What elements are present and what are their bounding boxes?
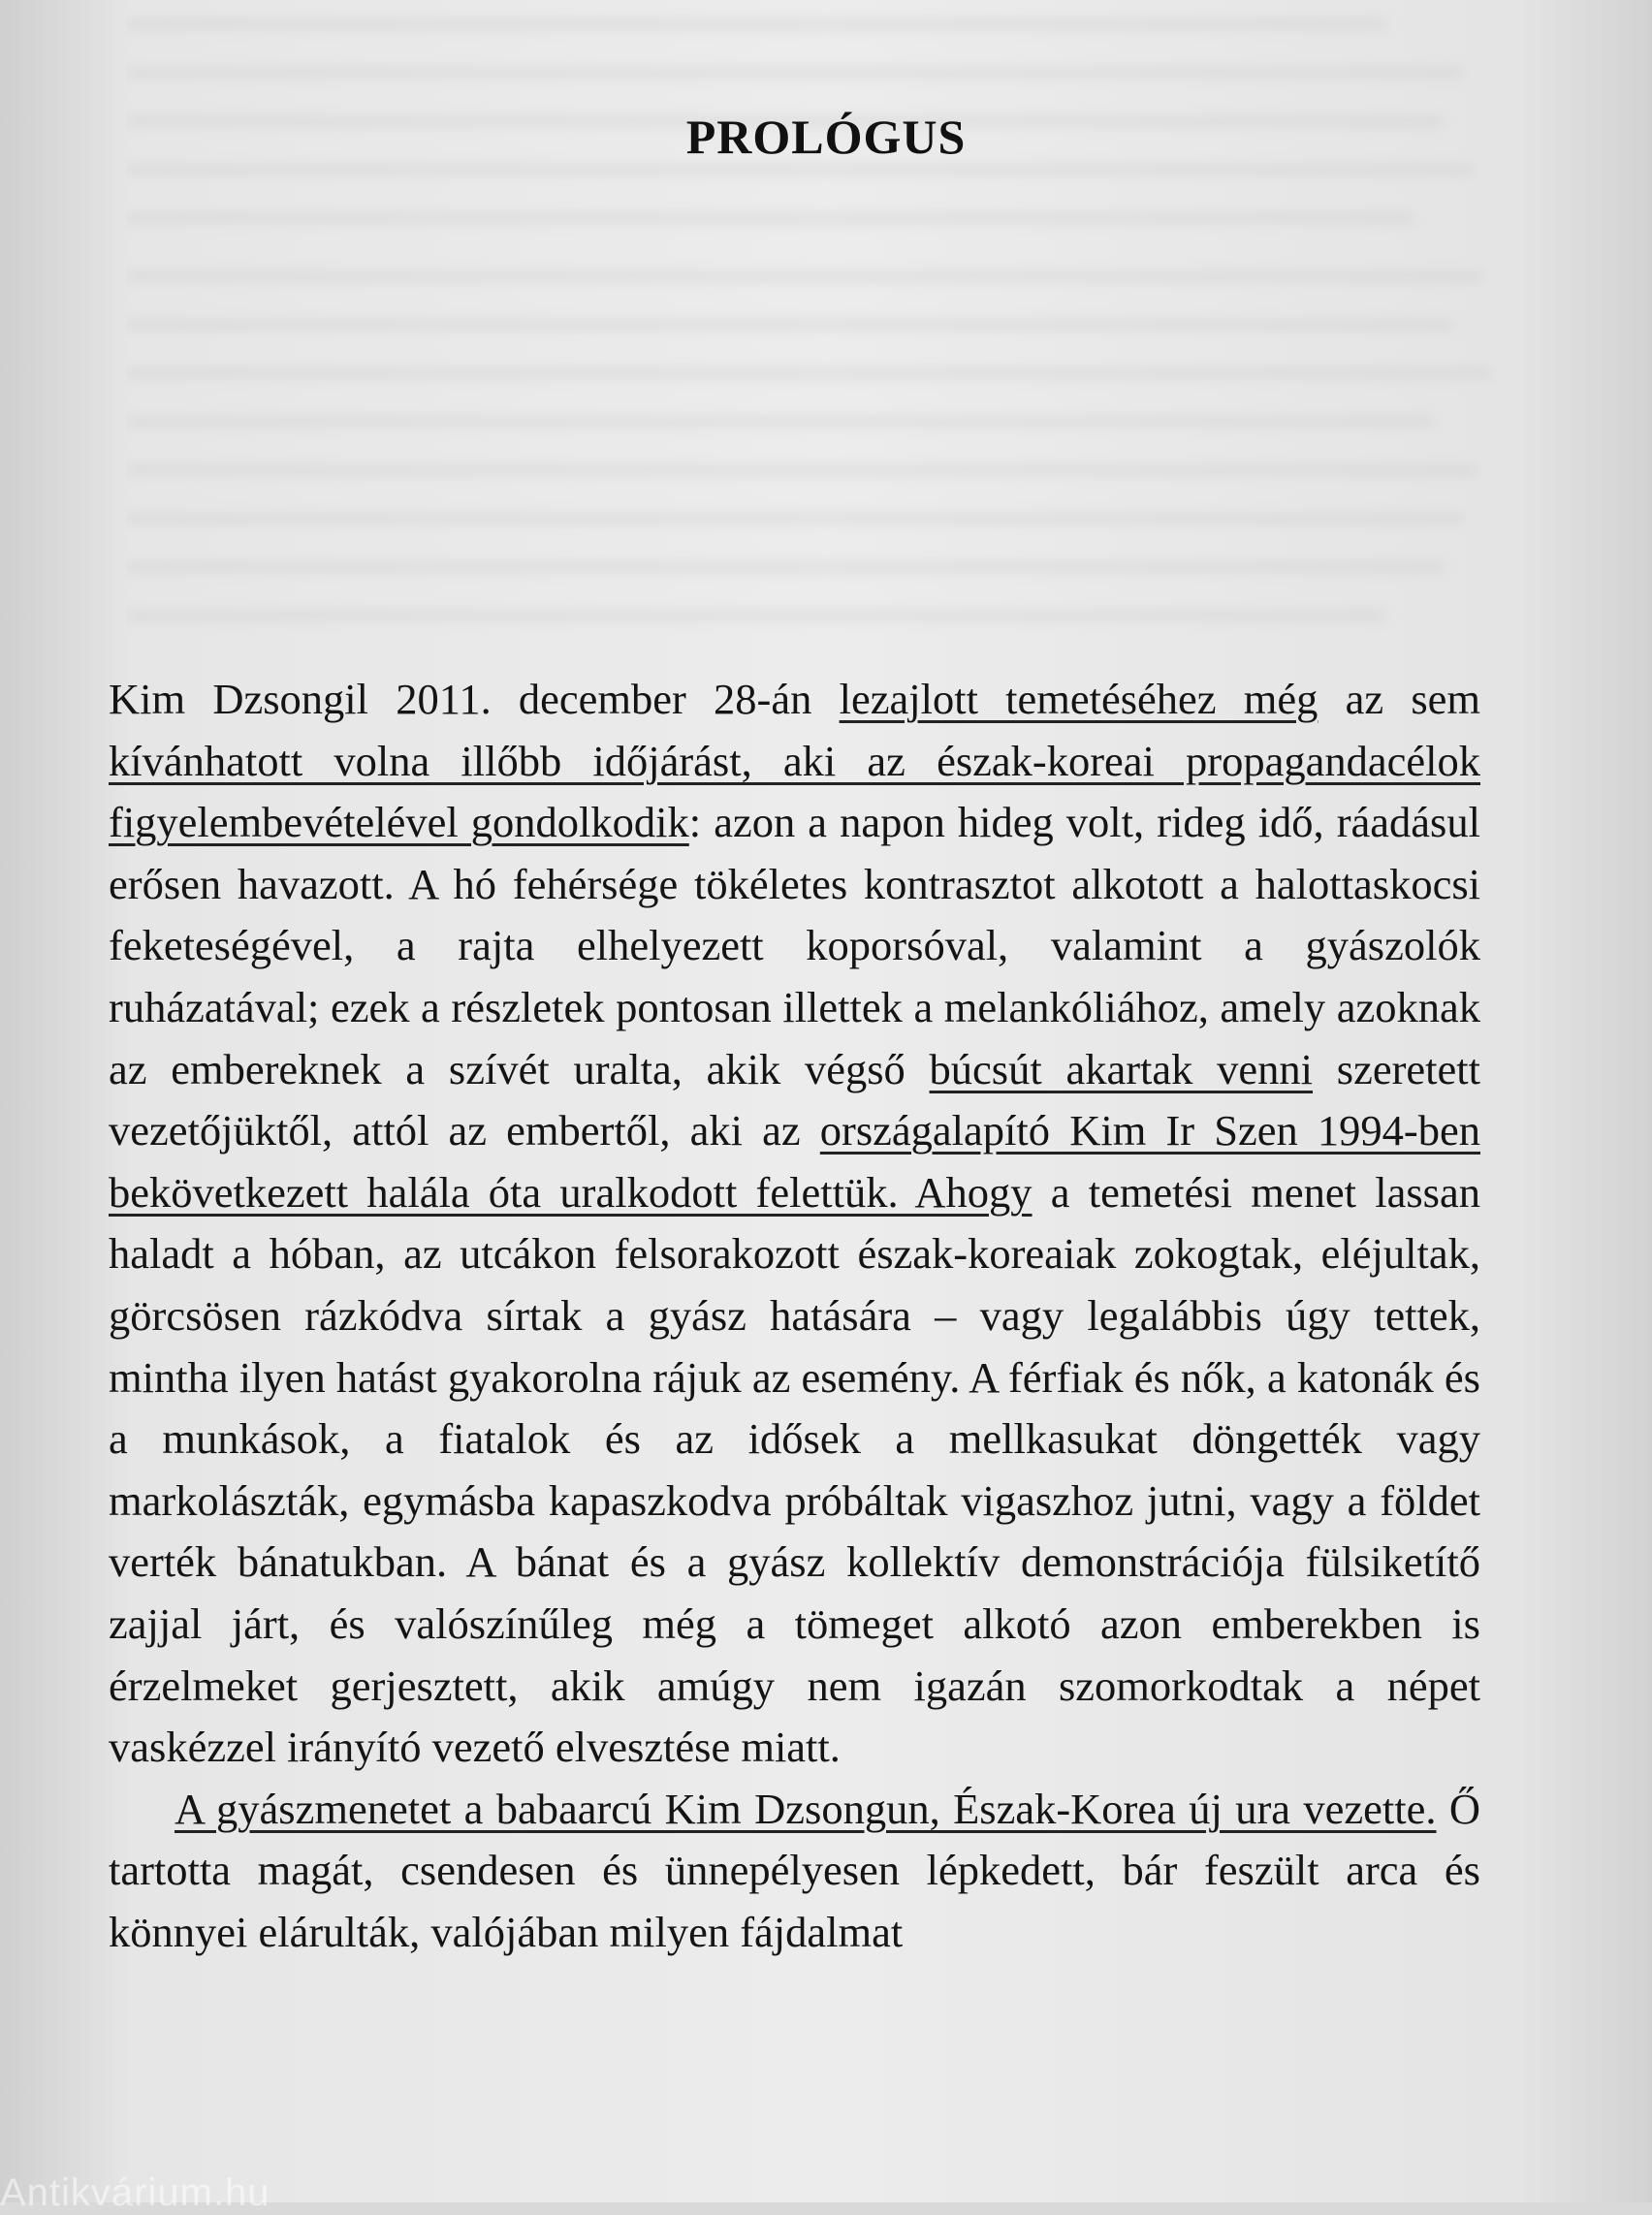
text-run: a temetési menet lassan haladt a hóban, az utcákon felsorakozott észak-koreaiak zokogtak, eléjultak, görcsösen rázkódva sírtak a gyász hatására – vagy legalábbis úgy tettek, mintha ilyen hatást gyakorolna rájuk az esemény. A férfiak és nők, a katonák és a munkások, a fiatalok és az idősek a mellkasukat döngették vagy markolászták, egymásba kapaszkodva próbáltak vigaszhoz jutni, vagy a földet verték bánatukban. A bánat és a gyász kollektív demonstrációja fülsiketítő zajjal járt, és valószínűleg még a tömeget alkotó azon emberekben is érzelmeket gerjesztett, akik amúgy nem igazán szomorkodtak a népet vaskézzel irányító vezető elvesztése miatt. [109, 1167, 1480, 1772]
body-text [109, 669, 1480, 1963]
text-run: : azon a napon hideg volt, rideg idő, ráadásul erősen havazott. A hó fehérsége tökéletes kontrasztot alkotott a halottaskocsi feketeségével, a rajta elhelyezett koporsóval, valamint a gyászolók ruházatával; ezek a részletek pontosan illettek a melankóliához, amely azoknak az embereknek a szívét uralta, akik végső [109, 798, 1480, 1093]
chapter-title: PROLÓGUS [685, 109, 967, 164]
underlined-text: országalapító Kim Ir Szen 1994-ben bekövetkezett halála óta uralkodott felettük. Ahogy [109, 1106, 1480, 1217]
text-run: Kim Dzsongil 2011. december 28-án [109, 675, 840, 723]
text-run: szeretett vezetőjüktől, attól az embertől, aki az [109, 1044, 1480, 1155]
underlined-text: A gyászmenetet a babaarcú Kim Dzsongun, Észak-Korea új ura vezette. [175, 1784, 1437, 1833]
text-run: az sem [1318, 675, 1481, 723]
bleed-through-text [126, 0, 1503, 669]
paragraph [109, 1779, 1480, 1964]
paragraph [109, 669, 1480, 1779]
underlined-text: búcsút akartak venni [929, 1044, 1314, 1093]
underlined-text: kívánhatott volna illőbb időjárást, aki az észak-koreai propagandacélok figyelembevételével gondolkodik [109, 736, 1480, 847]
text-run: Ő tartotta magát, csendesen és ünnepélyesen lépkedett, bár feszült arca és könnyei elárulták, valójában milyen fájdalmat [109, 1784, 1481, 1956]
underlined-text: lezajlott temetéséhez még [839, 675, 1318, 723]
watermark: Antikvárium.hu [0, 2171, 270, 2214]
